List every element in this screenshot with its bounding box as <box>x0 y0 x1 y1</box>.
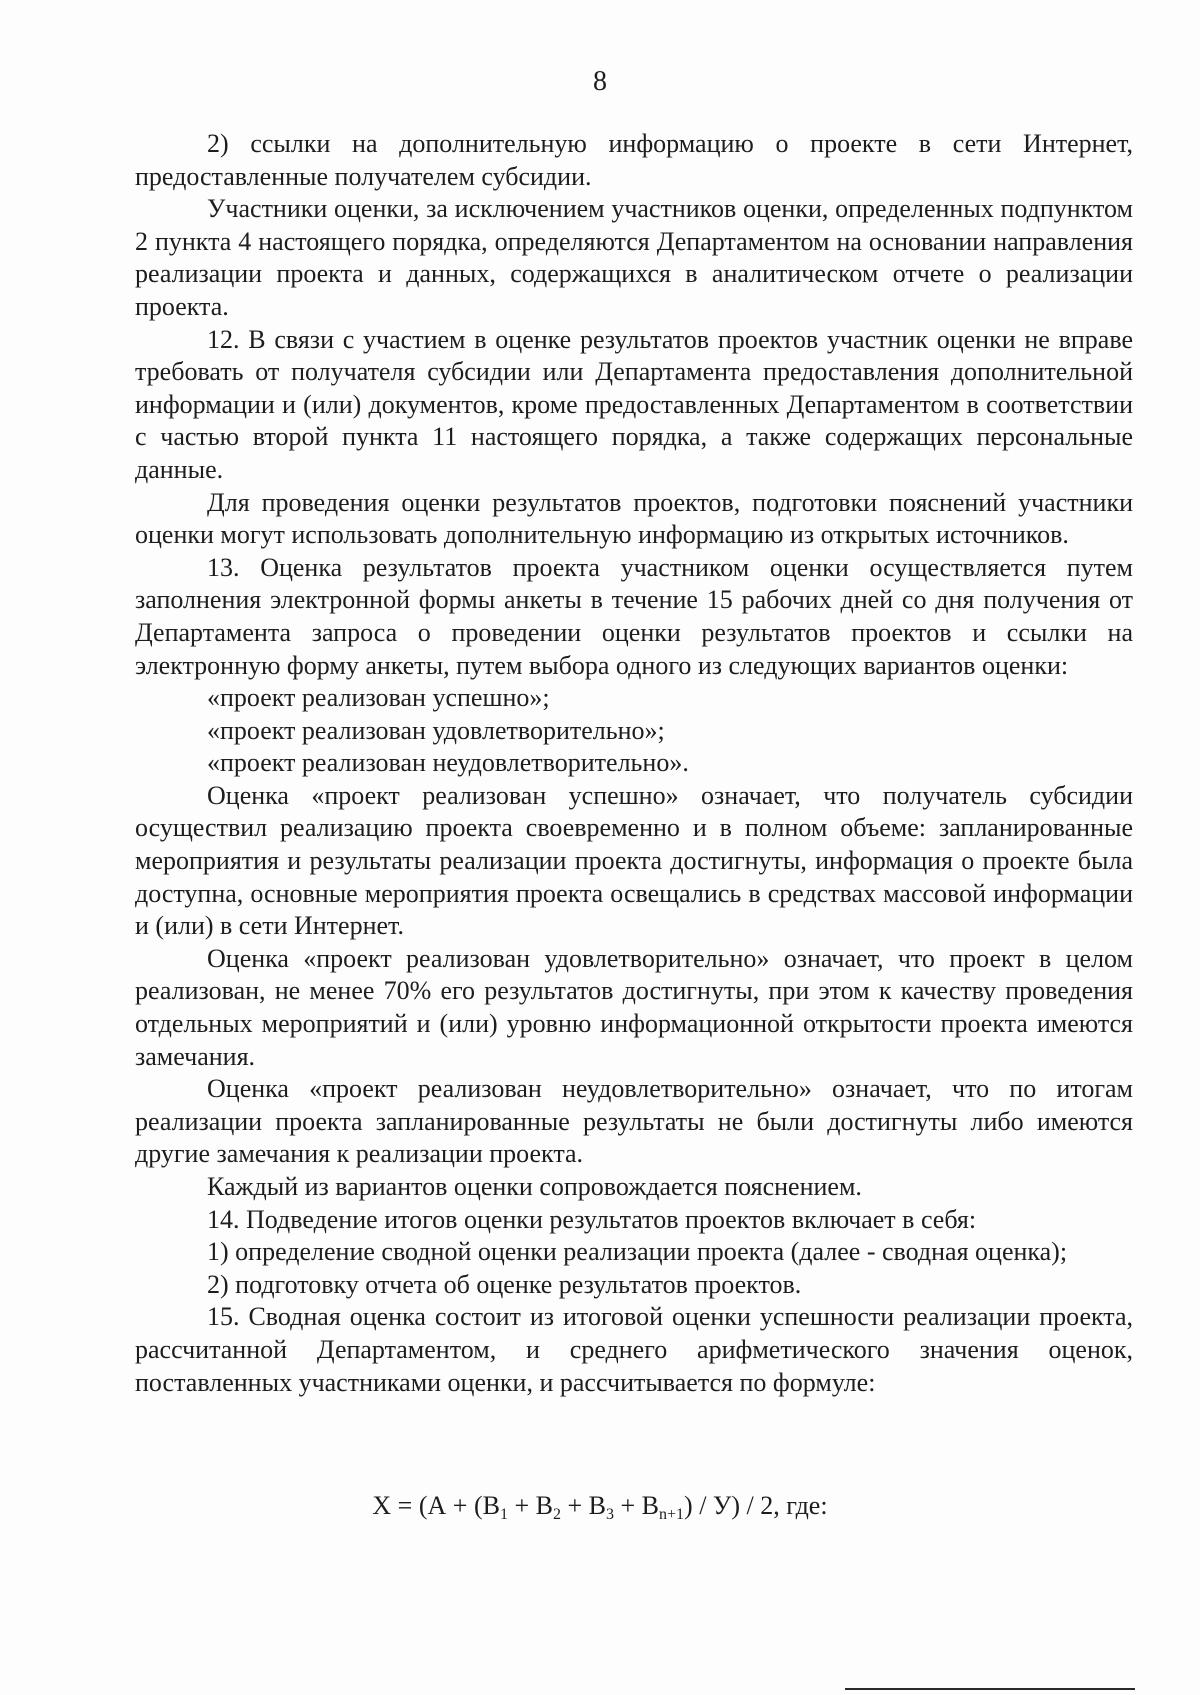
paragraph-participants: Участники оценки, за исключением участников оценки, определенных подпунктом 2 пункта 4 настоящего порядка, определяются Департаментом на основании направления реализации проекта и данных, содержащихся в аналитическом отчете о реализации проекта. <box>135 194 1133 321</box>
paragraph-satisfactory-definition: Оценка «проект реализован удовлетворительно» означает, что проект в целом реализован, не менее 70% его результатов достигнуты, при этом к качеству проведения отдельных мероприятий и (или) уровню информационной открытости проекта имеются замечания. <box>135 943 1133 1071</box>
formula <box>0 1490 1200 1522</box>
formula-subscript-1: 1 <box>499 1506 508 1523</box>
paragraph-clause-15: 15. Сводная оценка состоит из итоговой оценки успешности реализации проекта, рассчитанной Департаментом, и среднего арифметического значения оценок, поставленных участниками оценки, и рассчитывается по формуле: <box>135 1302 1133 1397</box>
formula-tail: ) / У) / 2, где: <box>684 1491 828 1520</box>
paragraph-success-definition: Оценка «проект реализован успешно» означает, что получатель субсидии осуществил реализацию проекта своевременно и в полном объеме: запланированные мероприятия и результаты реализации проекта достигнуты, информация о проекте была доступна, основные мероприятия проекта освещались в средствах массовой информации и (или) в сети Интернет. <box>135 780 1133 941</box>
formula-lhs: Х = (А + (В <box>372 1491 500 1520</box>
paragraph-open-sources: Для проведения оценки результатов проектов, подготовки пояснений участники оценки могут использовать дополнительную информацию из открытых источников. <box>135 487 1133 550</box>
page-number: 8 <box>593 66 607 97</box>
formula-part-2: + В <box>560 1491 606 1520</box>
paragraph-clause-14: 14. Подведение итогов оценки результатов проектов включает в себя: <box>207 1204 977 1234</box>
formula-subscript-3: 3 <box>605 1506 614 1523</box>
formula-part-3: + В <box>613 1491 659 1520</box>
paragraph-clause-12: 12. В связи с участием в оценке результатов проектов участник оценки не вправе требовать от получателя субсидии или Департамента предоставления дополнительной информации и (или) документов, кроме предоставленных Департаментом в соответствии с частью второй пункта 11 настоящего порядка, а также содержащих персональные данные. <box>135 324 1133 484</box>
footer-divider <box>845 1688 1135 1690</box>
formula-subscript-n: n+1 <box>659 1506 685 1523</box>
list-item-summary-score: 1) определение сводной оценки реализации проекта (далее - сводная оценка); <box>207 1237 1068 1267</box>
option-unsatisfactory: «проект реализован неудовлетворительно». <box>207 748 689 778</box>
paragraph-item-2-links: 2) ссылки на дополнительную информацию о проекте в сети Интернет, предоставленные получателем субсидии. <box>135 129 1133 191</box>
option-satisfactory: «проект реализован удовлетворительно»; <box>207 715 665 745</box>
formula-part-1: + В <box>507 1491 553 1520</box>
list-item-report: 2) подготовку отчета об оценке результатов проектов. <box>207 1269 802 1299</box>
paragraph-explanation: Каждый из вариантов оценки сопровождается пояснением. <box>207 1172 862 1201</box>
document-body <box>135 128 1133 1399</box>
paragraph-unsatisfactory-definition: Оценка «проект реализован неудовлетворительно» означает, что по итогам реализации проекта запланированные результаты не были достигнуты либо имеются другие замечания к реализации проекта. <box>135 1074 1133 1169</box>
paragraph-clause-13: 13. Оценка результатов проекта участником оценки осуществляется путем заполнения электронной формы анкеты в течение 15 рабочих дней со дня получения от Департамента запроса о проведении оценки результатов проектов и ссылки на электронную форму анкеты, путем выбора одного из следующих вариантов оценки: <box>135 552 1133 680</box>
option-success: «проект реализован успешно»; <box>207 683 550 713</box>
formula-subscript-2: 2 <box>552 1506 561 1523</box>
